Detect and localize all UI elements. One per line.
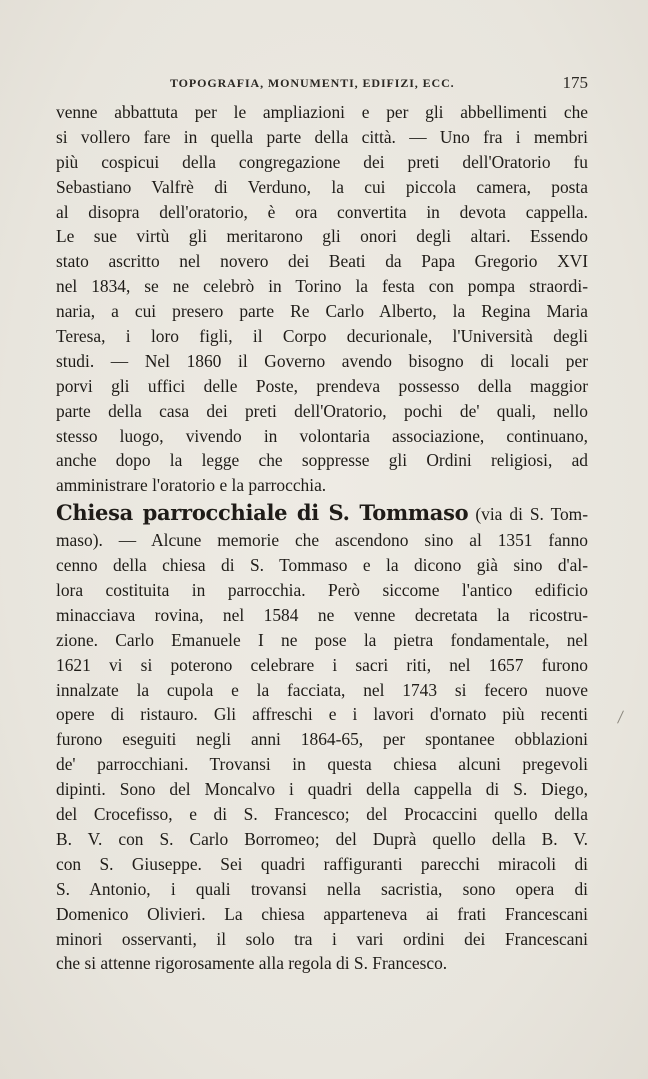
text-line: al disopra dell'oratorio, è ora convertita in devota cappella. bbox=[56, 201, 588, 222]
text-line: innalzate la cupola e la facciata, nel 1743 si fecero nuove bbox=[56, 679, 588, 700]
text-line: Teresa, i loro figli, il Corpo decurionale, l'Università degli bbox=[56, 326, 588, 347]
text-line: stesso luogo, vivendo in volontaria associazione, continuano, bbox=[56, 425, 588, 446]
text-line: con S. Giuseppe. Sei quadri raffiguranti parecchi miracoli di bbox=[56, 853, 588, 874]
text-line: opere di ristauro. Gli affreschi e i lavori d'ornato più recenti bbox=[56, 704, 588, 725]
text-line: 1621 vi si poterono celebrare i sacri riti, nel 1657 furono bbox=[56, 654, 588, 675]
text-line: amministrare l'oratorio e la parrocchia. bbox=[56, 475, 327, 496]
text-line: Le sue virtù gli meritarono gli onori degli altari. Essendo bbox=[56, 226, 588, 247]
text-line: porvi gli uffici delle Poste, prendeva possesso della maggior bbox=[56, 375, 588, 396]
text-line: S. Antonio, i quali trovansi nella sacristia, sono opera di bbox=[56, 878, 588, 899]
text-line: maso). — Alcune memorie che ascendono sino al 1351 fanno bbox=[56, 530, 588, 551]
section-title: Chiesa parrocchiale di S. Tommaso bbox=[56, 500, 469, 526]
text-line: stato ascritto nel novero dei Beati da Papa Gregorio XVI bbox=[56, 251, 588, 272]
page-number: 175 bbox=[562, 73, 588, 92]
text-line: dipinti. Sono del Moncalvo i quadri della cappella di S. Diego, bbox=[56, 779, 588, 800]
text-line: de' parrocchiani. Trovansi in questa chiesa alcuni pregevoli bbox=[56, 754, 588, 775]
section-title-rest: (via di S. Tom- bbox=[475, 504, 588, 525]
text-line: che si attenne rigorosamente alla regola di S. Francesco. bbox=[56, 953, 448, 974]
text-line: naria, a cui presero parte Re Carlo Alberto, la Regina Maria bbox=[56, 301, 588, 322]
page-header bbox=[58, 73, 588, 96]
text-line: Sebastiano Valfrè di Verduno, la cui piccola camera, posta bbox=[56, 176, 588, 197]
text-line: studi. — Nel 1860 il Governo avendo bisogno di locali per bbox=[56, 350, 588, 371]
text-line: si vollero fare in quella parte della città. — Uno fra i membri bbox=[56, 126, 588, 147]
text-line: nel 1834, se ne celebrò in Torino la festa con pompa straordi- bbox=[56, 276, 588, 297]
text-line: anche dopo la legge che soppresse gli Ordini religiosi, ad bbox=[56, 450, 588, 471]
text-line: Domenico Olivieri. La chiesa apparteneva ai frati Francescani bbox=[56, 903, 588, 924]
text-line: più cospicui della congregazione dei preti dell'Oratorio fu bbox=[56, 151, 588, 172]
text-line: lora costituita in parrocchia. Però siccome l'antico edificio bbox=[56, 580, 588, 601]
text-line: minacciava rovina, nel 1584 ne venne decretata la ricostru- bbox=[56, 604, 588, 625]
text-line: del Crocefisso, e di S. Francesco; del Procaccini quello della bbox=[56, 804, 588, 825]
text-line: furono eseguiti negli anni 1864-65, per spontanee obblazioni bbox=[56, 729, 588, 750]
running-head: TOPOGRAFIA, MONUMENTI, EDIFIZI, ECC. bbox=[170, 76, 455, 90]
section-heading-line bbox=[56, 498, 588, 528]
margin-mark bbox=[617, 710, 624, 723]
text-line: cenno della chiesa di S. Tommaso e la dicono già sino d'al- bbox=[56, 555, 588, 576]
text-line: minori osservanti, il solo tra i vari ordini dei Francescani bbox=[56, 928, 588, 949]
text-line: zione. Carlo Emanuele I ne pose la pietra fondamentale, nel bbox=[56, 629, 588, 650]
body-text bbox=[56, 100, 588, 976]
text-line: venne abbattuta per le ampliazioni e per gli abbellimenti che bbox=[56, 102, 588, 122]
text-line: parte della casa dei preti dell'Oratorio, pochi de' quali, nello bbox=[56, 400, 588, 421]
text-line: B. V. con S. Carlo Borromeo; del Duprà quello della B. V. bbox=[56, 828, 588, 849]
